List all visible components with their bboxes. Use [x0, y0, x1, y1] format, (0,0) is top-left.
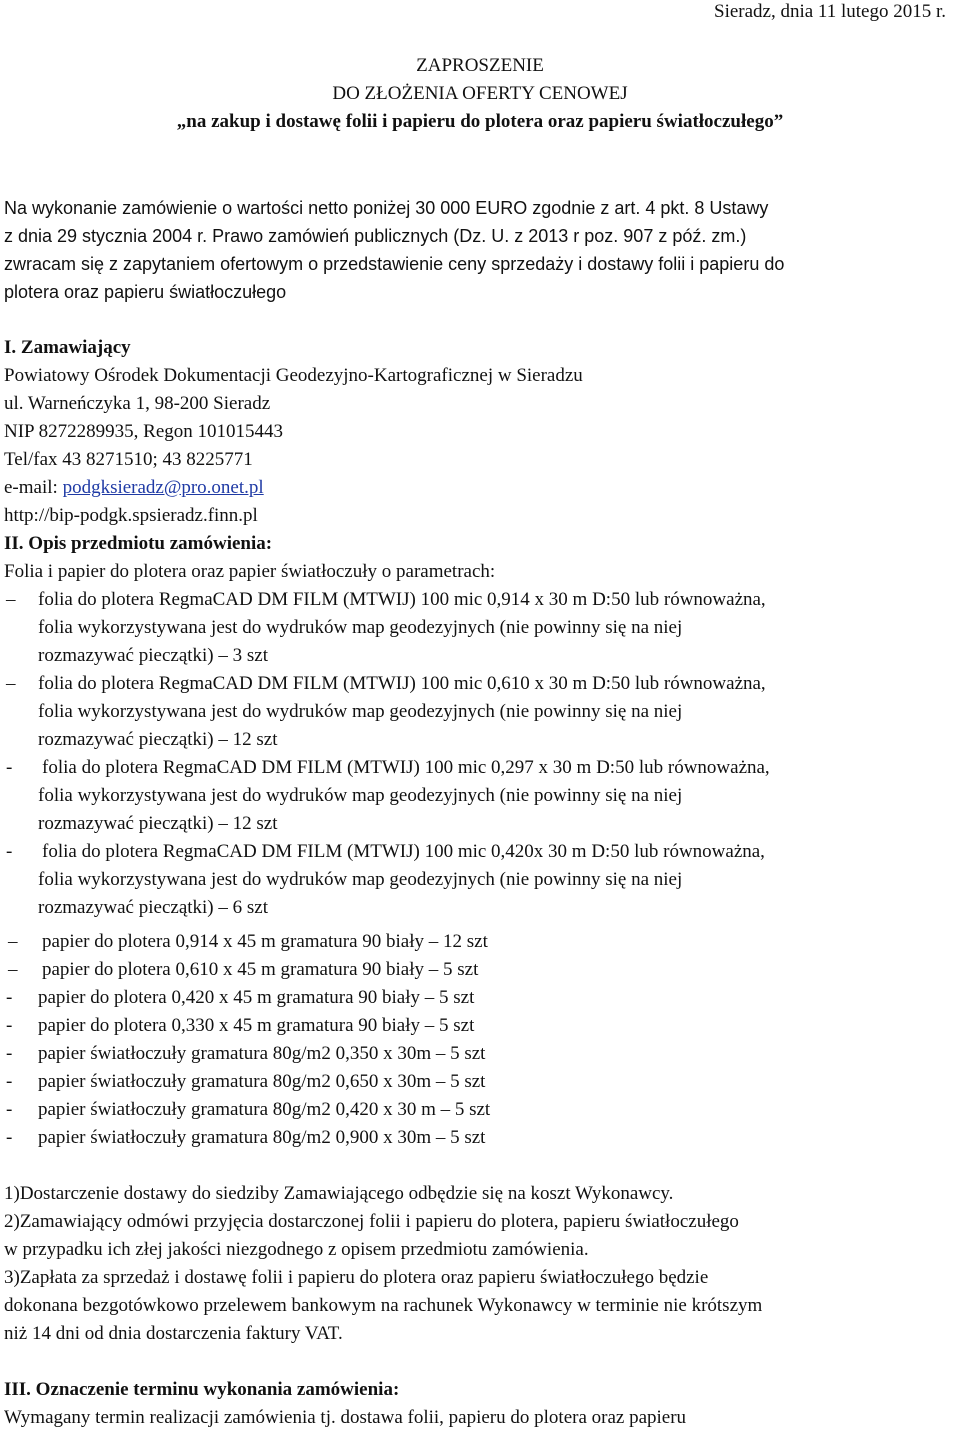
- list-item-line: papier do plotera 0,330 x 45 m gramatura 90 biały – 5 szt: [38, 1015, 475, 1036]
- list-item-line: papier do plotera 0,914 x 45 m gramatura 90 biały – 12 szt: [42, 931, 488, 952]
- list-item-line: rozmazywać pieczątki) – 6 szt: [38, 897, 268, 918]
- subject-intro: Folia i papier do plotera oraz papier światłoczuły o parametrach:: [4, 561, 496, 582]
- ordering-party-name: Powiatowy Ośrodek Dokumentacji Geodezyjno-Kartograficznej w Sieradzu: [4, 365, 583, 386]
- list-item-line: papier światłoczuły gramatura 80g/m2 0,650 x 30m – 5 szt: [38, 1071, 486, 1092]
- list-dash: –: [8, 931, 18, 952]
- condition-2: 2)Zamawiający odmówi przyjęcia dostarczonej folii i papieru do plotera, papieru światłoczułego: [4, 1211, 739, 1232]
- list-item-line: folia wykorzystywana jest do wydruków map geodezyjnych (nie powinny się na niej: [38, 785, 683, 806]
- section-heading-ordering-party: I. Zamawiający: [4, 337, 131, 358]
- document-subtitle: DO ZŁOŻENIA OFERTY CENOWEJ: [332, 83, 628, 104]
- intro-line: plotera oraz papieru światłoczułego: [4, 282, 287, 302]
- list-dash: -: [6, 1099, 13, 1120]
- email-label: e-mail:: [4, 477, 63, 498]
- ordering-party-nip: NIP 8272289935, Regon 101015443: [4, 421, 284, 442]
- list-dash: -: [6, 1127, 13, 1148]
- list-item-line: papier światłoczuły gramatura 80g/m2 0,900 x 30m – 5 szt: [38, 1127, 486, 1148]
- list-item-line: folia do plotera RegmaCAD DM FILM (MTWIJ) 100 mic 0,297 x 30 m D:50 lub równoważna,: [42, 757, 770, 778]
- list-dash: -: [6, 1071, 13, 1092]
- list-dash: –: [8, 959, 18, 980]
- list-dash: -: [6, 841, 13, 862]
- list-item-line: papier do plotera 0,420 x 45 m gramatura 90 biały – 5 szt: [38, 987, 475, 1008]
- list-item-line: folia do plotera RegmaCAD DM FILM (MTWIJ) 100 mic 0,420x 30 m D:50 lub równoważna,: [42, 841, 765, 862]
- list-item-line: folia wykorzystywana jest do wydruków map geodezyjnych (nie powinny się na niej: [38, 701, 683, 722]
- intro-line: Na wykonanie zamówienie o wartości netto poniżej 30 000 EURO zgodnie z art. 4 pkt. 8 Ustawy: [4, 198, 769, 218]
- ordering-party-email: [4, 475, 264, 501]
- document-date: Sieradz, dnia 11 lutego 2015 r.: [714, 1, 946, 22]
- document-title: ZAPROSZENIE: [416, 55, 544, 76]
- condition-3: niż 14 dni od dnia dostarczenia faktury VAT.: [4, 1323, 343, 1344]
- list-dash: -: [6, 987, 13, 1008]
- list-item-line: rozmazywać pieczątki) – 3 szt: [38, 645, 268, 666]
- list-dash: -: [6, 1043, 13, 1064]
- list-item-line: folia wykorzystywana jest do wydruków map geodezyjnych (nie powinny się na niej: [38, 869, 683, 890]
- list-item-line: folia do plotera RegmaCAD DM FILM (MTWIJ) 100 mic 0,610 x 30 m D:50 lub równoważna,: [38, 673, 766, 694]
- list-item-line: papier do plotera 0,610 x 45 m gramatura 90 biały – 5 szt: [42, 959, 479, 980]
- list-item-line: papier światłoczuły gramatura 80g/m2 0,350 x 30m – 5 szt: [38, 1043, 486, 1064]
- list-item-line: folia do plotera RegmaCAD DM FILM (MTWIJ) 100 mic 0,914 x 30 m D:50 lub równoważna,: [38, 589, 766, 610]
- document-subject: „na zakup i dostawę folii i papieru do plotera oraz papieru światłoczułego”: [176, 111, 784, 132]
- ordering-party-phone: Tel/fax 43 8271510; 43 8225771: [4, 449, 253, 470]
- condition-3: dokonana bezgotówkowo przelewem bankowym na rachunek Wykonawcy w terminie nie krótszym: [4, 1295, 763, 1316]
- intro-line: z dnia 29 stycznia 2004 r. Prawo zamówień publicznych (Dz. U. z 2013 r poz. 907 z póź. zm.): [4, 226, 747, 246]
- section-heading-subject: II. Opis przedmiotu zamówienia:: [4, 533, 273, 554]
- ordering-party-website: http://bip-podgk.spsieradz.finn.pl: [4, 505, 258, 526]
- list-item-line: papier światłoczuły gramatura 80g/m2 0,420 x 30 m – 5 szt: [38, 1099, 491, 1120]
- list-dash: –: [6, 673, 16, 694]
- condition-3: 3)Zapłata za sprzedaż i dostawę folii i papieru do plotera oraz papieru światłoczułego będzie: [4, 1267, 709, 1288]
- deadline-text: Wymagany termin realizacji zamówienia tj. dostawa folii, papieru do plotera oraz papieru: [4, 1407, 687, 1428]
- list-dash: -: [6, 757, 13, 778]
- list-item-line: folia wykorzystywana jest do wydruków map geodezyjnych (nie powinny się na niej: [38, 617, 683, 638]
- list-dash: -: [6, 1015, 13, 1036]
- list-dash: –: [6, 589, 16, 610]
- email-link[interactable]: podgksieradz@pro.onet.pl: [62, 477, 264, 498]
- ordering-party-address: ul. Warneńczyka 1, 98-200 Sieradz: [4, 393, 271, 414]
- list-item-line: rozmazywać pieczątki) – 12 szt: [38, 729, 278, 750]
- list-item-line: rozmazywać pieczątki) – 12 szt: [38, 813, 278, 834]
- condition-1: 1)Dostarczenie dostawy do siedziby Zamawiającego odbędzie się na koszt Wykonawcy.: [4, 1183, 674, 1204]
- intro-line: zwracam się z zapytaniem ofertowym o przedstawienie ceny sprzedaży i dostawy folii i papieru do: [4, 254, 785, 274]
- condition-2: w przypadku ich złej jakości niezgodnego z opisem przedmiotu zamówienia.: [4, 1239, 589, 1260]
- section-heading-deadline: III. Oznaczenie terminu wykonania zamówienia:: [4, 1379, 400, 1400]
